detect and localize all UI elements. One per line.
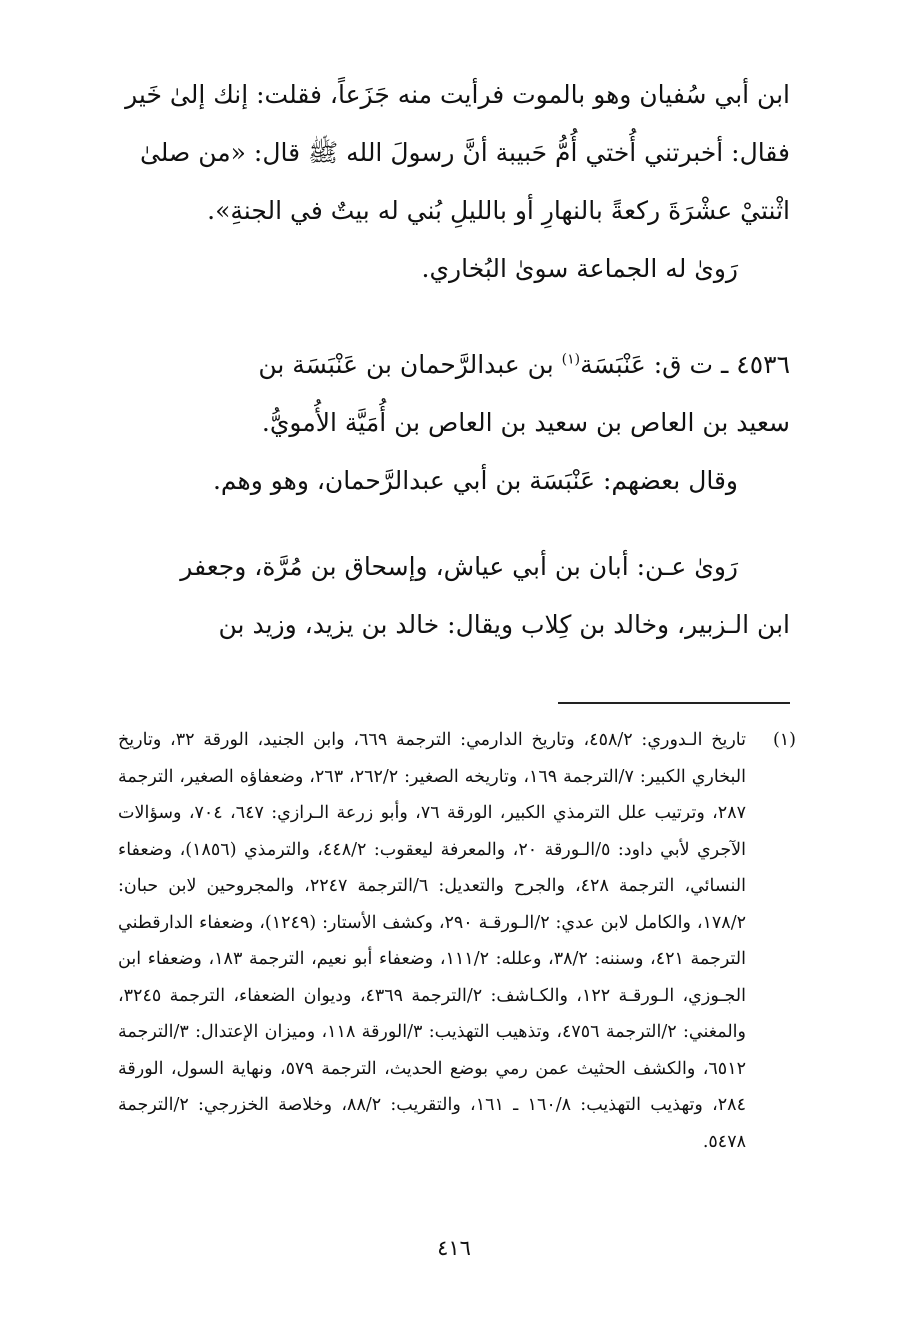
text-line: اثْنتيْ عشْرَةَ ركعةً بالنهارِ أو بالليلِ بُني له بيتٌ في الجنةِ». [207, 196, 790, 225]
page-number: ٤١٦ [437, 1236, 471, 1260]
text-line: فقال: أخبرتني أُختي أُمُّ حَبيبة أنَّ رسولَ الله ﷺ قال: «من صلىٰ [139, 138, 790, 167]
footnote-divider [558, 702, 790, 704]
entry-heading: ٤٥٣٦ ـ ت ق: عَنْبَسَة [580, 350, 790, 379]
narration-note: رَوىٰ له الجماعة سوىٰ البُخاري. [421, 254, 738, 283]
footnote-text: تاريخ الـدوري: ٤٥٨/٢، وتاريخ الدارمي: الترجمة ٦٦٩، وابن الجنيد، الورقة ٣٢، وتاريخ البخاري الكبير: ٧/الترجمة ١٦٩، وتاريخه الصغير: ٢٦٢/٢، ٢٦٣، وضعفاؤه الصغير، الترجمة ٢٨٧، وترتيب علل الترمذي الكبير، الورقة ٧٦، وأبو زرعة الـرازي: ٦٤٧، ٧٠٤، وسؤالات الآجري لأبي داود: ٥/الـورقة ٢٠، والمعرفة ليعقوب: ٤٤٨/٢، والترمذي (١٨٥٦)، وضعفاء النسائي، الترجمة ٤٢٨، والجرح والتعديل: ٦/الترجمة ٢٢٤٧، والمجروحين لابن حبان: ١٧٨/٢، والكامل لابن عدي: ٢/الـورقـة ٢٩٠، وكشف الأستار: (١٢٤٩)، وضعفاء الدارقطني الترجمة ٤٢١، وسننه: ٣٨/٢، وعلله: ١١١/٢، وضعفاء أبو نعيم، الترجمة ١٨٣، وضعفاء ابن الجـوزي، الـورقـة ١٢٢، والكـاشف: ٢/الترجمة ٤٣٦٩، وديوان الضعفاء، الترجمة ٣٢٤٥، والمغني: ٢/الترجمة ٤٧٥٦، وتذهيب التهذيب: ٣/الورقة ١١٨، وميزان الإعتدال: ٣/الترجمة ٦٥١٢، والكشف الحثيث عمن رمي بوضع الحديث، الترجمة ٥٧٩، ونهاية السول، الورقة ٢٨٤، وتهذيب التهذيب: ١٦٠/٨ ـ ١٦١، والتقريب: ٨٨/٢، وخلاصة الخزرجي: ٢/الترجمة ٥٤٧٨. [118, 730, 747, 1152]
footnote-marker: (١) [772, 730, 796, 750]
main-text [118, 66, 790, 654]
footnote-reference: (١) [561, 351, 581, 368]
text-line: ابن أبي سُفيان وهو بالموت فرأيت منه جَزَعاً، فقلت: إنك إلىٰ خَير [125, 80, 790, 109]
narrators-line: ابن الـزبير، وخالد بن كِلاب ويقال: خالد بن يزيد، وزيد بن [218, 610, 790, 639]
text-line: سعيد بن العاص بن سعيد بن العاص بن أُمَيَّة الأُمويُّ. [261, 408, 790, 437]
entry-heading-line [118, 336, 790, 394]
footnote [118, 722, 796, 1160]
entry-heading-rest: بن عبدالرَّحمان بن عَنْبَسَة بن [258, 350, 562, 379]
text-line: وقال بعضهم: عَنْبَسَة بن أبي عبدالرَّحمان، وهو وهم. [212, 466, 738, 495]
narrators-line: رَوىٰ عـن: أبان بن أبي عياش، وإسحاق بن مُرَّة، وجعفر [180, 552, 738, 581]
